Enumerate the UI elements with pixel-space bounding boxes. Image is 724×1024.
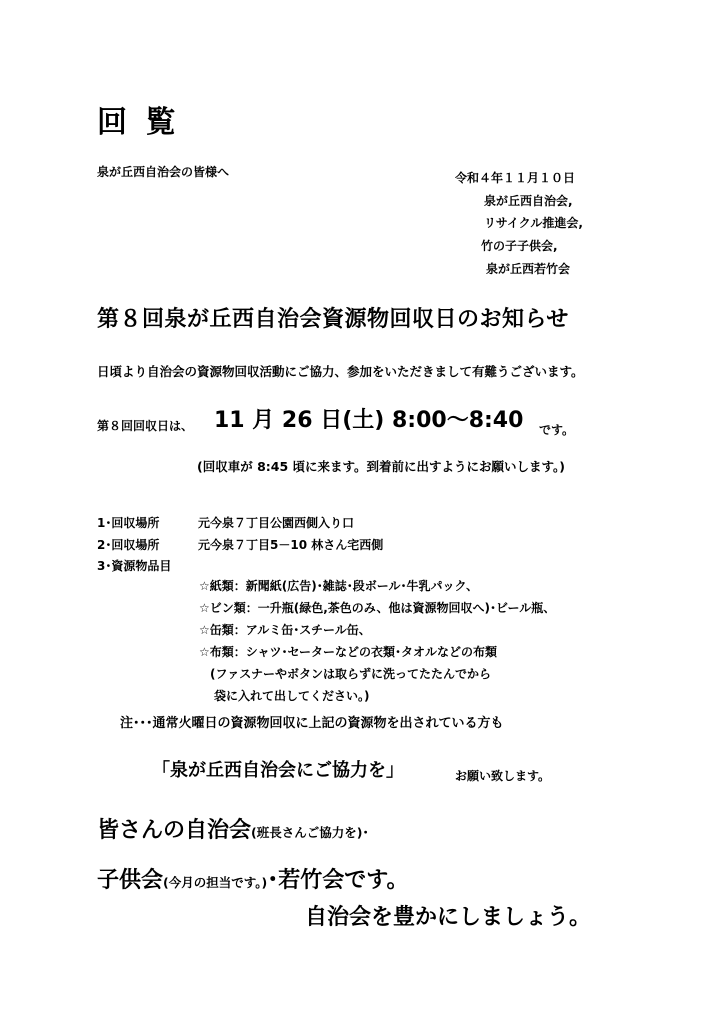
place-2-label: 2･回収場所	[97, 538, 160, 552]
organization-4: 泉が丘西若竹会	[486, 262, 571, 276]
closing-line-2-sub: (今月の担当です。)	[163, 875, 268, 890]
addressee: 泉が丘西自治会の皆様へ	[97, 165, 230, 179]
slogan: 「泉が丘西自治会にご協力を」	[152, 760, 404, 781]
collection-datetime: 11 月 26 日(土) 8:00～8:40	[214, 408, 524, 433]
closing-line-2	[97, 870, 408, 892]
materials-label: 3･資源物品目	[97, 559, 172, 573]
material-bottles: ☆ビン類：一升瓶(緑色,茶色のみ、他は資源物回収へ)･ビール瓶、	[199, 601, 556, 615]
place-1-value: 元今泉７丁目公園西側入り口	[198, 516, 355, 530]
organization-1: 泉が丘西自治会,	[484, 194, 573, 208]
closing-line-1	[97, 820, 369, 842]
material-cloth: ☆布類：シャツ･セーターなどの衣類･タオルなどの布類	[199, 645, 498, 659]
headline: 第８回泉が丘西自治会資源物回収日のお知らせ	[97, 307, 569, 332]
notice-text: 注･･･通常火曜日の資源物回収に上記の資源物を出されている方も	[120, 716, 504, 731]
closing-line-1-main: 皆さんの自治会	[97, 818, 252, 843]
organization-3: 竹の子子供会,	[481, 239, 558, 253]
closing-line-1-sub: (班長さんご協力を)･	[251, 825, 369, 840]
cloth-note-line-1: (ファスナーやボタンは取らずに洗ってたたんでから	[210, 667, 492, 681]
closing-line-2-end: ･若竹会です。	[267, 868, 409, 893]
cloth-note-line-2: 袋に入れて出してください。)	[214, 689, 370, 703]
closing-line-3: 自治会を豊かにしましょう。	[305, 905, 592, 930]
material-cans: ☆缶類：アルミ缶･スチール缶、	[199, 623, 371, 637]
document-title: 回 覧	[97, 105, 180, 140]
closing-line-2-main: 子供会	[97, 868, 164, 893]
collection-date-suffix: です。	[539, 423, 575, 437]
collection-date-label: 第８回回収日は、	[97, 419, 194, 433]
truck-arrival-note: (回収車が 8:45 頃に来ます。到着前に出すようにお願いします。)	[197, 459, 565, 474]
request-text: お願い致します。	[455, 769, 551, 783]
issue-date: 令和４年１１月１０日	[455, 171, 576, 185]
greeting-text: 日頃より自治会の資源物回収活動にご協力、参加をいただきまして有難うございます。	[97, 364, 584, 379]
place-2-value: 元今泉７丁目5－10 林さん宅西側	[198, 538, 384, 552]
organization-2: リサイクル推進会,	[484, 216, 583, 230]
place-1-label: 1･回収場所	[97, 516, 160, 530]
material-paper: ☆紙類：新聞紙(広告)･雑誌･段ボール･牛乳パック、	[199, 579, 479, 593]
